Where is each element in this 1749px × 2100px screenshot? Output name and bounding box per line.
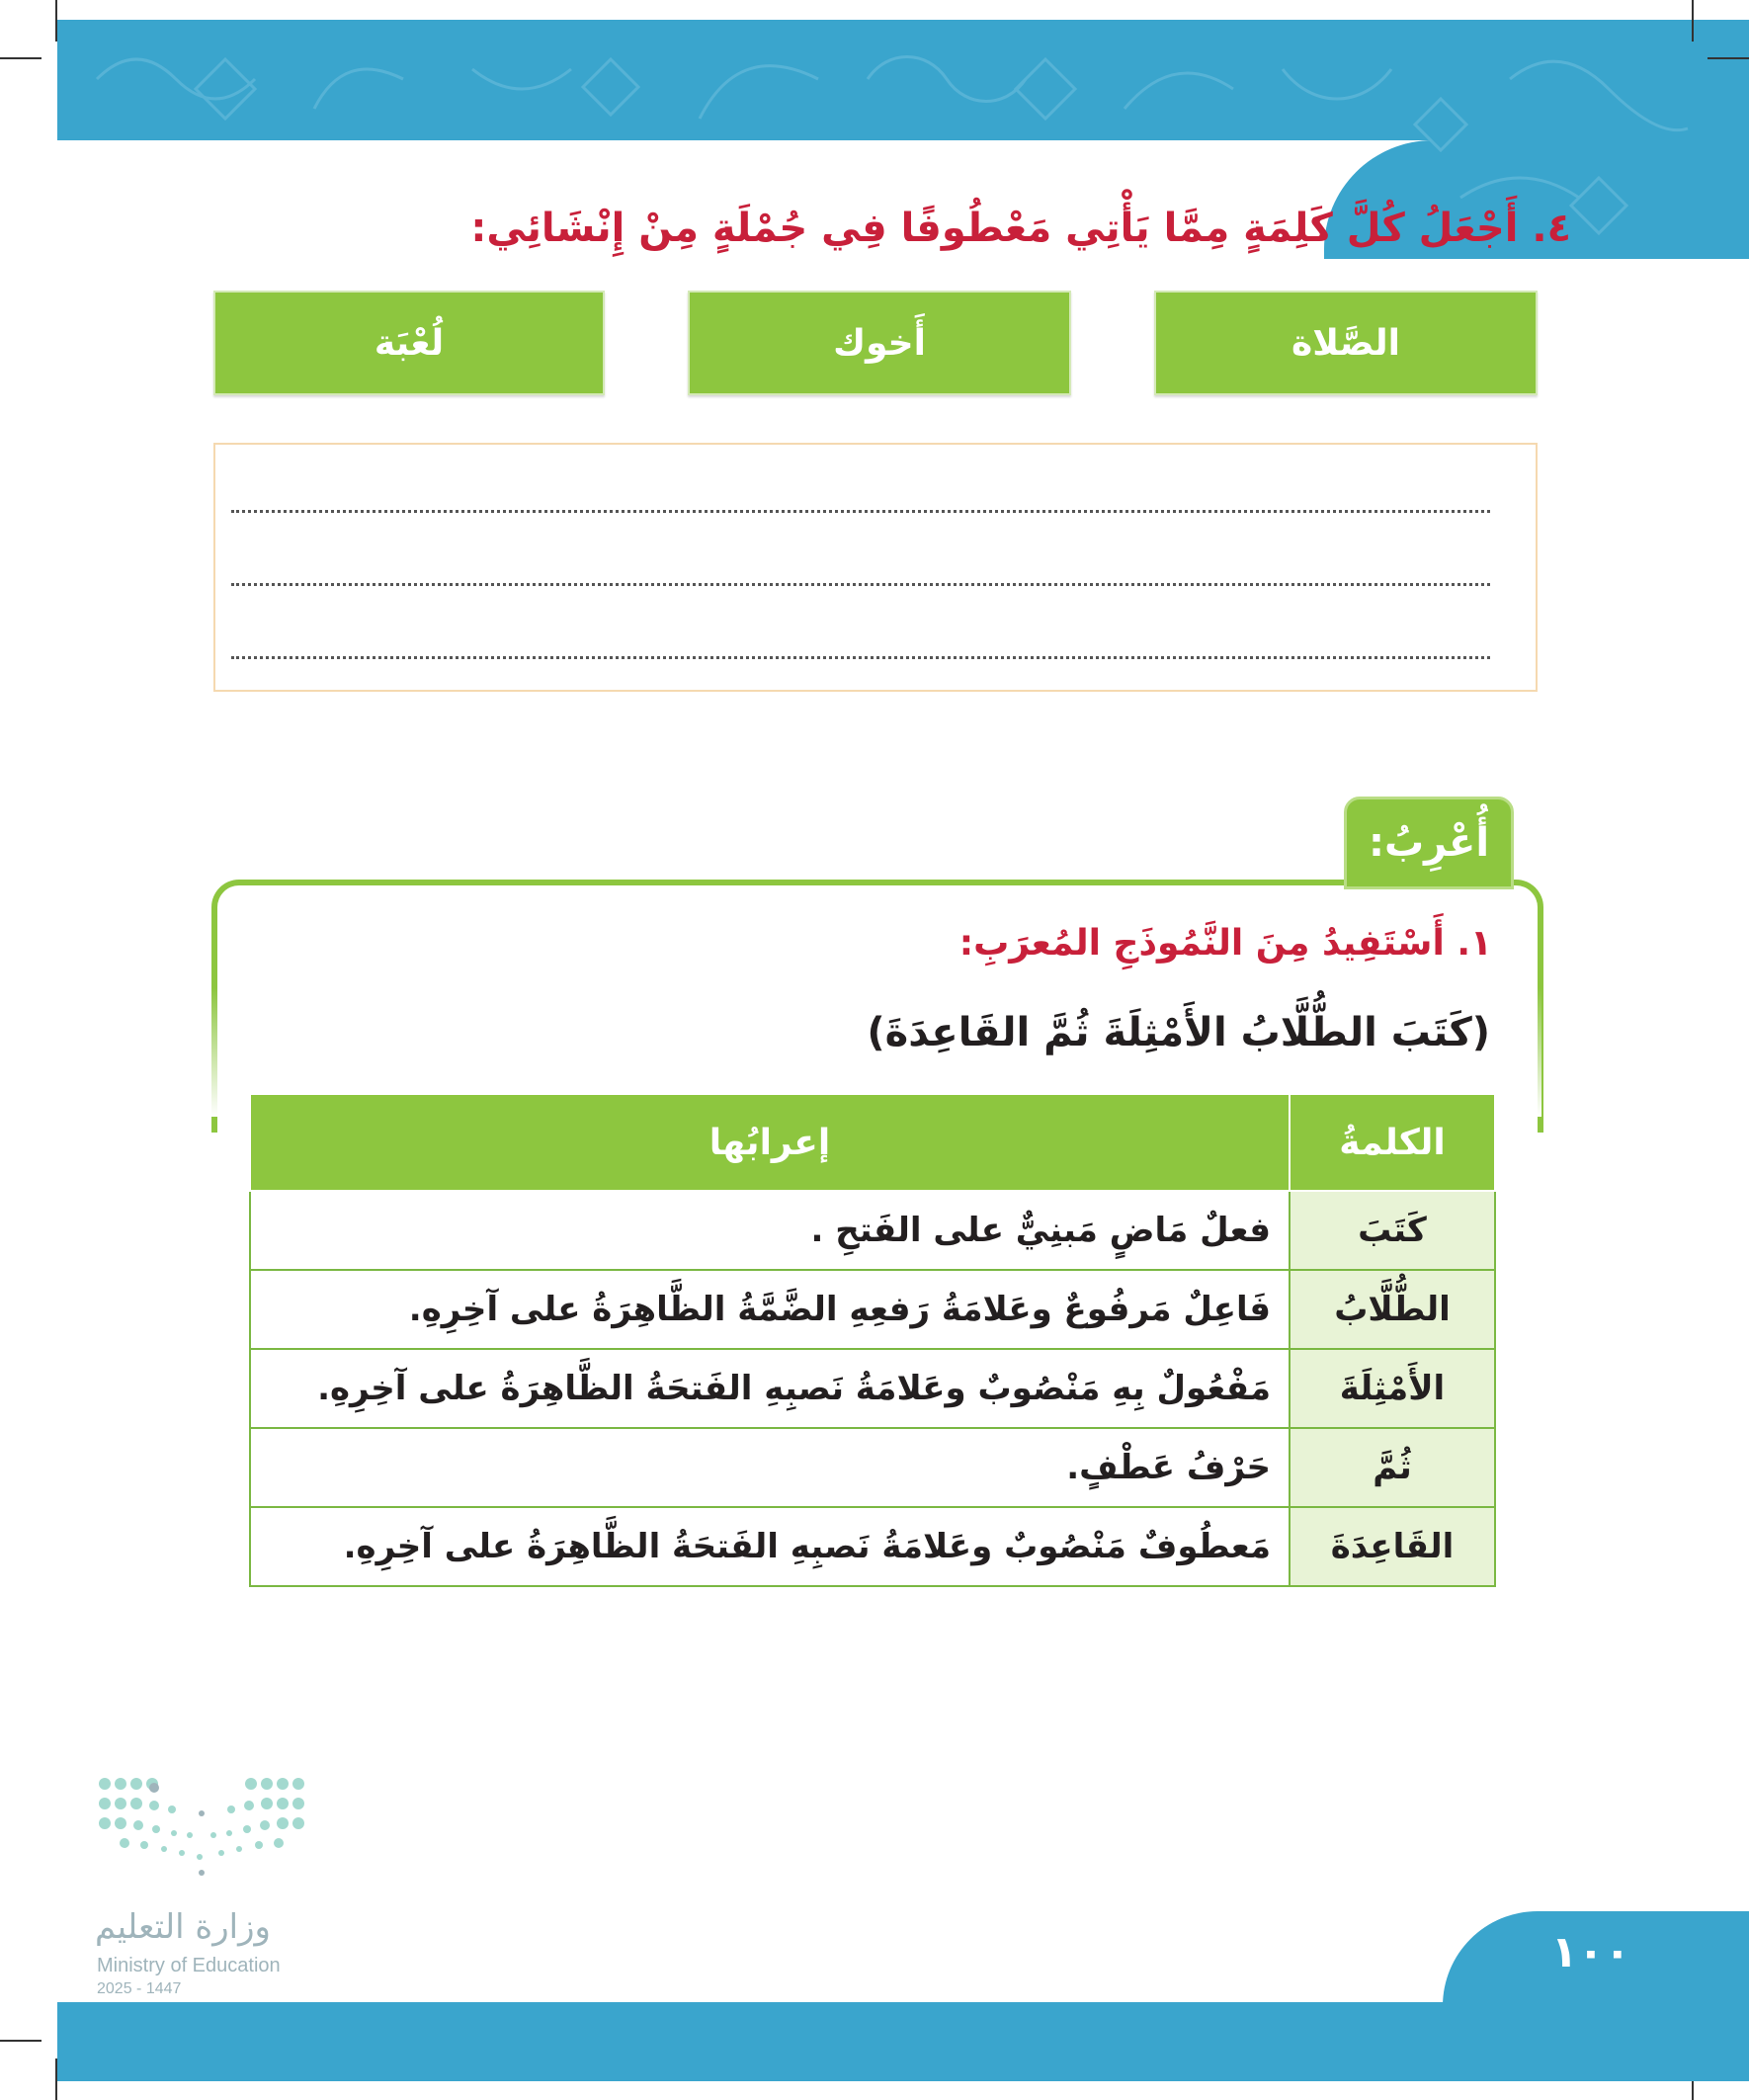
answer-line[interactable] (231, 656, 1490, 659)
crop-mark (1707, 57, 1749, 59)
ministry-name-arabic: وزارة التعليم (95, 1907, 271, 1947)
word-box-1: الصَّلاة (1154, 291, 1538, 395)
table-row (250, 1270, 1495, 1349)
crop-mark (0, 57, 42, 59)
question-4-title: ٤. أَجْعَلُ كُلَّ كَلِمَةٍ مِمَّا يَأْتِي مَعْطُوفًا فِي جُمْلَةٍ مِنْ إِنْشَائِي: (470, 206, 1571, 251)
table-cell-irab: فعلٌ مَاضٍ مَبنِيٌّ على الفَتحِ . (250, 1191, 1290, 1270)
answer-line[interactable] (231, 583, 1490, 586)
word-box-3: لُعْبَة (213, 291, 605, 395)
crop-mark (55, 0, 57, 42)
answer-line[interactable] (231, 510, 1490, 513)
page-number: ١٠٠ (1550, 1927, 1631, 1977)
table-cell-word: الطُّلَّابُ (1290, 1270, 1495, 1349)
table-cell-word: ثُمَّ (1290, 1428, 1495, 1507)
ministry-logo-icon (95, 1774, 312, 1902)
question-1-title: ١. أَسْتَفِيدُ مِنَ النَّمُوذَجِ المُعرَبِ: (958, 923, 1492, 964)
answer-area[interactable] (213, 443, 1538, 692)
table-row (250, 1507, 1495, 1586)
table-cell-word: القَاعِدَةَ (1290, 1507, 1495, 1586)
table-header-row (250, 1094, 1495, 1191)
table-row (250, 1428, 1495, 1507)
table-cell-word: كَتَبَ (1290, 1191, 1495, 1270)
footer-band (57, 2002, 1749, 2081)
edition-year: 2025 - 1447 (97, 1980, 182, 1997)
table-cell-irab: مَعطُوفٌ مَنْصُوبٌ وعَلامَةُ نَصبِهِ الفَتحَةُ الظَّاهِرَةُ على آخِرِهِ. (250, 1507, 1290, 1586)
irab-table (249, 1093, 1496, 1587)
ministry-name-english: Ministry of Education (97, 1955, 281, 1976)
table-cell-irab: حَرْفُ عَطْفٍ. (250, 1428, 1290, 1507)
table-cell-word: الأَمْثِلَةَ (1290, 1349, 1495, 1428)
irab-tab-label: أُعْرِبُ: (1344, 797, 1514, 889)
table-cell-irab: فَاعِلٌ مَرفُوعٌ وعَلامَةُ رَفعِهِ الضَّمَّةُ الظَّاهِرَةُ على آخِرِهِ. (250, 1270, 1290, 1349)
column-header-irab: إعرابُها (250, 1094, 1290, 1191)
crop-mark (1692, 0, 1694, 42)
table-cell-irab: مَفْعُولٌ بِهِ مَنْصُوبٌ وعَلامَةُ نَصبِهِ الفَتحَةُ الظَّاهِرَةُ على آخِرِهِ. (250, 1349, 1290, 1428)
table-row (250, 1349, 1495, 1428)
frame-fade (206, 988, 221, 1117)
frame-fade (1526, 988, 1541, 1117)
example-sentence: (كَتَبَ الطُّلَّابُ الأَمْثِلَةَ ثُمَّ القَاعِدَةَ) (867, 1010, 1490, 1055)
column-header-word: الكلمةُ (1290, 1094, 1495, 1191)
table-row (250, 1191, 1495, 1270)
crop-mark (0, 2040, 42, 2042)
word-box-2: أَخوك (688, 291, 1071, 395)
